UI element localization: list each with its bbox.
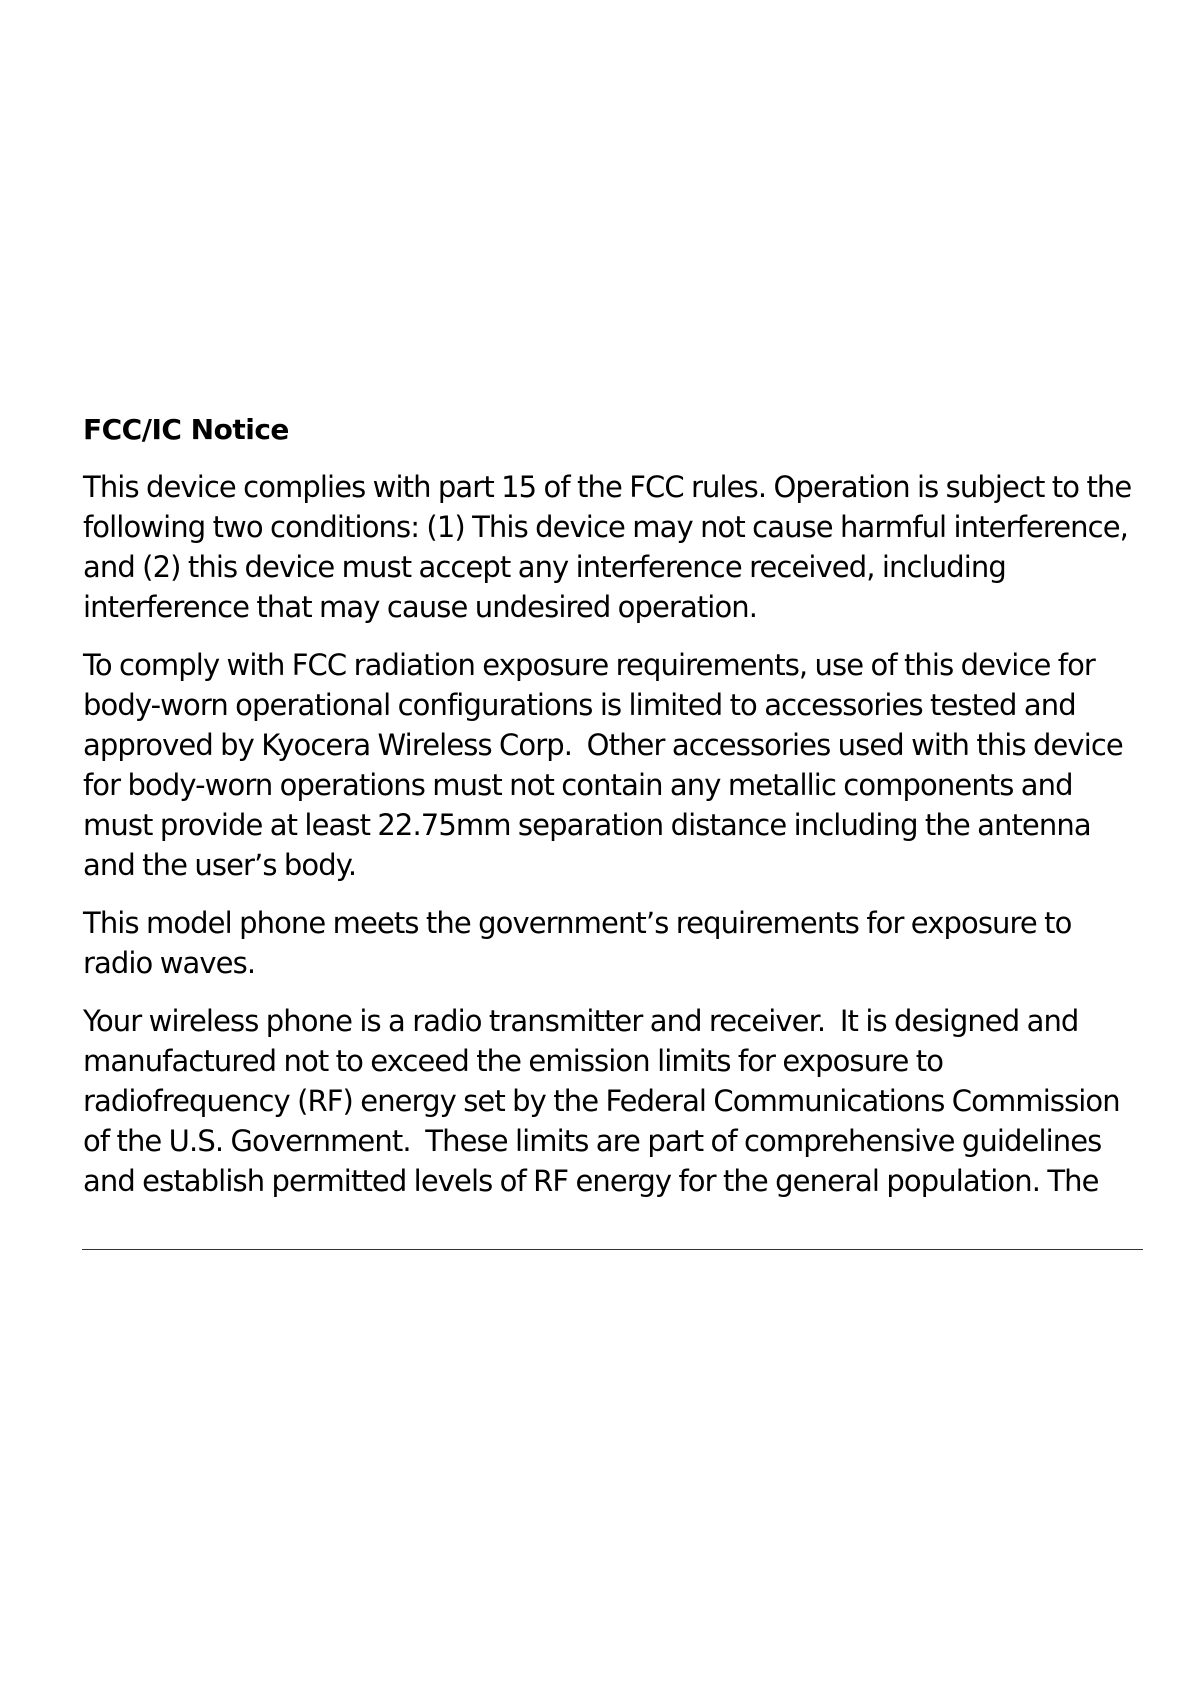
document-page <box>83 410 1143 1219</box>
paragraph-radiation-exposure: To comply with FCC radiation exposure requirements, use of this device for body-worn operational configurations is limited to accessories tested and approved by Kyocera Wireless Corp. Other accessories used with this device for body-worn operations must not contain any metallic components and must provide at least 22.75mm separation distance including the antenna and the user’s body. <box>83 648 1131 882</box>
footer-divider <box>82 1249 1143 1250</box>
paragraph-radio-transmitter: Your wireless phone is a radio transmitter and receiver. It is designed and manufactured not to exceed the emission limits for exposure to radiofrequency (RF) energy set by the Federal Communications Commission of the U.S. Government. These limits are part of comprehensive guidelines and establish permitted levels of RF energy for the general population. The <box>83 1004 1128 1198</box>
paragraph-part-15-compliance: This device complies with part 15 of the FCC rules. Operation is subject to the following two conditions: (1) This device may not cause harmful interference, and (2) this device must accept any interference received, including interference that may cause undesired operation. <box>83 470 1139 624</box>
paragraph-government-requirements: This model phone meets the government’s requirements for exposure to radio waves. <box>83 906 1079 980</box>
section-heading: FCC/IC Notice <box>83 413 289 446</box>
